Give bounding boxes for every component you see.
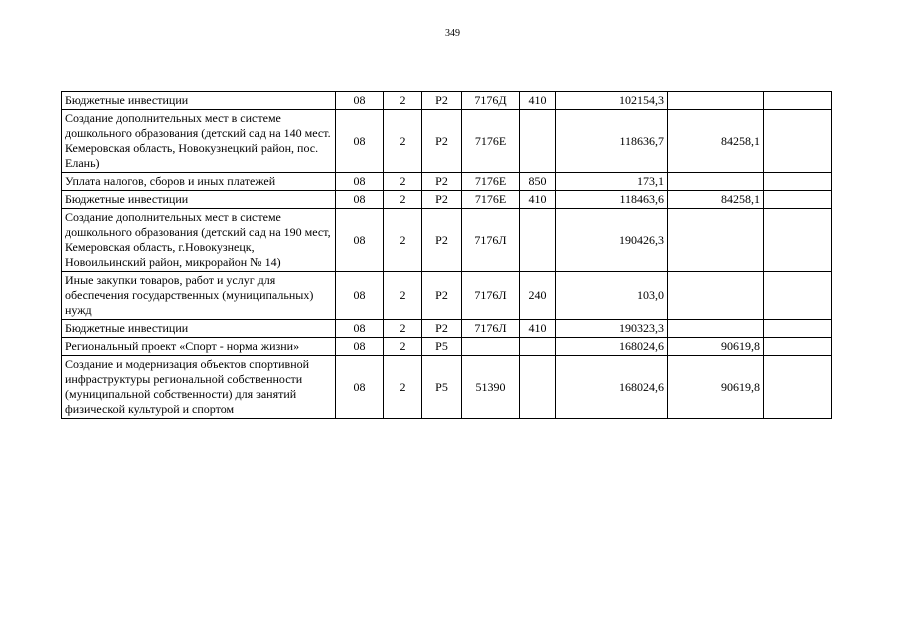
row-amount: 118636,7 <box>556 110 668 173</box>
row-amount: 168024,6 <box>556 356 668 419</box>
row-name: Региональный проект «Спорт - норма жизни» <box>62 338 336 356</box>
row-expense-type: 410 <box>520 191 556 209</box>
row-amount-federal: 84258,1 <box>668 110 764 173</box>
row-target-article <box>462 338 520 356</box>
row-program: Р2 <box>422 173 462 191</box>
table-row <box>62 356 832 419</box>
table-row <box>62 338 832 356</box>
row-program: Р2 <box>422 272 462 320</box>
row-section: 08 <box>336 338 384 356</box>
row-subsection: 2 <box>384 338 422 356</box>
row-expense-type <box>520 356 556 419</box>
table-row <box>62 110 832 173</box>
row-amount-extra <box>764 110 832 173</box>
row-program: Р2 <box>422 191 462 209</box>
row-expense-type: 850 <box>520 173 556 191</box>
row-program: Р2 <box>422 92 462 110</box>
row-program: Р2 <box>422 110 462 173</box>
row-target-article: 7176Д <box>462 92 520 110</box>
row-amount-federal: 90619,8 <box>668 338 764 356</box>
row-target-article: 7176Е <box>462 173 520 191</box>
row-subsection: 2 <box>384 320 422 338</box>
row-subsection: 2 <box>384 173 422 191</box>
row-subsection: 2 <box>384 110 422 173</box>
row-amount-extra <box>764 272 832 320</box>
row-amount: 173,1 <box>556 173 668 191</box>
row-target-article: 7176Е <box>462 110 520 173</box>
row-section: 08 <box>336 272 384 320</box>
row-expense-type <box>520 110 556 173</box>
page-number: 349 <box>445 28 460 39</box>
row-amount-federal: 84258,1 <box>668 191 764 209</box>
row-amount-extra <box>764 173 832 191</box>
row-amount-federal <box>668 320 764 338</box>
row-program: Р2 <box>422 320 462 338</box>
row-target-article: 7176Е <box>462 191 520 209</box>
row-amount: 118463,6 <box>556 191 668 209</box>
table-row <box>62 191 832 209</box>
row-amount-federal <box>668 173 764 191</box>
row-amount-extra <box>764 92 832 110</box>
row-section: 08 <box>336 110 384 173</box>
table-row <box>62 320 832 338</box>
row-program: Р5 <box>422 338 462 356</box>
row-section: 08 <box>336 191 384 209</box>
row-subsection: 2 <box>384 209 422 272</box>
row-section: 08 <box>336 356 384 419</box>
budget-table <box>61 91 832 419</box>
row-amount-extra <box>764 209 832 272</box>
row-name: Бюджетные инвестиции <box>62 92 336 110</box>
row-target-article: 7176Л <box>462 320 520 338</box>
row-expense-type: 410 <box>520 320 556 338</box>
table-row <box>62 209 832 272</box>
row-program: Р5 <box>422 356 462 419</box>
row-amount-federal: 90619,8 <box>668 356 764 419</box>
row-name: Создание дополнительных мест в системе дошкольного образования (детский сад на 190 мест, Кемеровская область, г.Новокузнецк, Новоильинский район, микрорайон № 14) <box>62 209 336 272</box>
row-expense-type <box>520 338 556 356</box>
row-name: Создание дополнительных мест в системе дошкольного образования (детский сад на 140 мест. Кемеровская область, Новокузнецкий район, пос. Елань) <box>62 110 336 173</box>
row-section: 08 <box>336 173 384 191</box>
row-expense-type: 240 <box>520 272 556 320</box>
row-amount: 190426,3 <box>556 209 668 272</box>
row-name: Создание и модернизация объектов спортивной инфраструктуры региональной собственности (муниципальной собственности) для занятий физической культурой и спортом <box>62 356 336 419</box>
row-amount-federal <box>668 209 764 272</box>
row-amount: 168024,6 <box>556 338 668 356</box>
row-target-article: 7176Л <box>462 272 520 320</box>
row-target-article: 7176Л <box>462 209 520 272</box>
row-expense-type <box>520 209 556 272</box>
row-amount-federal <box>668 92 764 110</box>
row-section: 08 <box>336 92 384 110</box>
row-amount-extra <box>764 191 832 209</box>
row-subsection: 2 <box>384 92 422 110</box>
table-row <box>62 272 832 320</box>
row-amount: 190323,3 <box>556 320 668 338</box>
row-subsection: 2 <box>384 191 422 209</box>
table-row <box>62 92 832 110</box>
row-name: Иные закупки товаров, работ и услуг для обеспечения государственных (муниципальных) нужд <box>62 272 336 320</box>
row-expense-type: 410 <box>520 92 556 110</box>
row-subsection: 2 <box>384 272 422 320</box>
table-row <box>62 173 832 191</box>
row-amount: 102154,3 <box>556 92 668 110</box>
row-section: 08 <box>336 209 384 272</box>
row-amount-extra <box>764 338 832 356</box>
row-amount: 103,0 <box>556 272 668 320</box>
row-program: Р2 <box>422 209 462 272</box>
row-target-article: 51390 <box>462 356 520 419</box>
row-name: Бюджетные инвестиции <box>62 320 336 338</box>
row-name: Уплата налогов, сборов и иных платежей <box>62 173 336 191</box>
row-amount-extra <box>764 320 832 338</box>
row-amount-extra <box>764 356 832 419</box>
row-subsection: 2 <box>384 356 422 419</box>
row-name: Бюджетные инвестиции <box>62 191 336 209</box>
row-amount-federal <box>668 272 764 320</box>
row-section: 08 <box>336 320 384 338</box>
